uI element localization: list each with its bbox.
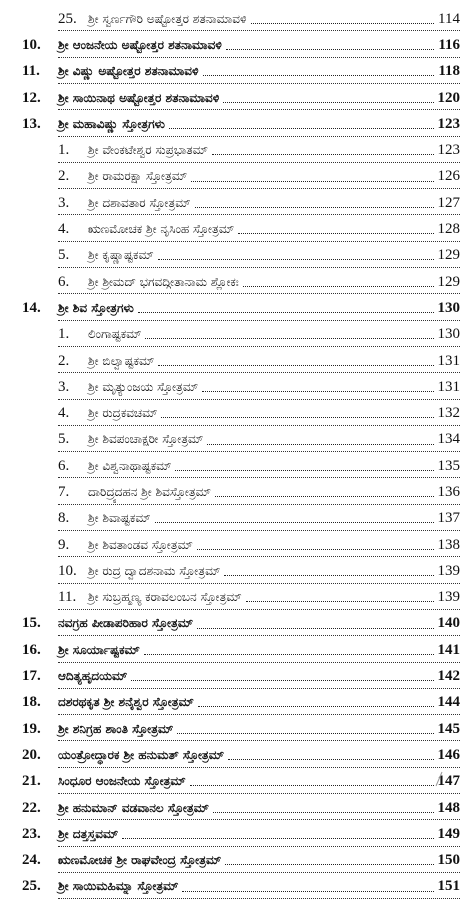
row-separator: [58, 162, 460, 163]
entry-page-number: 148: [437, 799, 460, 816]
entry-number: 1.: [58, 142, 70, 159]
entry-number: 24.: [22, 852, 41, 869]
dot-leader: [202, 390, 433, 392]
entry-title: ಶ್ರೀ ಮೃತ್ಯುಂಜಯ ಸ್ತೋತ್ರಮ್: [88, 379, 199, 394]
entry-title: ಶ್ರೀ ಶಿವತಾಂಡವ ಸ್ತೋತ್ರಮ್: [88, 537, 193, 552]
row-separator: [58, 30, 460, 31]
toc-section-entry: [0, 637, 474, 663]
dot-leader: [223, 101, 433, 103]
dot-leader: [169, 127, 434, 129]
entry-title: ಶ್ರೀ ಶಿವ ಸ್ತೋತ್ರಗಳು: [58, 300, 134, 315]
entry-title: ಶ್ರೀ ಶ್ರೀಮದ್ ಭಗವದ್ಗೀತಾನಾಮ ಶ್ಲೋಕಃ: [88, 274, 239, 289]
entry-page-number: 129: [437, 247, 460, 264]
toc-subentry: [0, 190, 474, 216]
entry-page-number: 123: [437, 115, 460, 132]
dot-leader: [131, 679, 433, 681]
dot-leader: [197, 627, 433, 629]
entry-page-number: 136: [437, 483, 460, 500]
entry-number: 10.: [22, 36, 41, 53]
entry-number: 14.: [22, 299, 41, 316]
entry-page-number: 120: [437, 89, 460, 106]
dot-leader: [212, 153, 434, 155]
toc-section-entry: [0, 769, 474, 795]
entry-page-number: 150: [437, 852, 460, 869]
row-separator: [58, 136, 460, 137]
row-separator: [58, 635, 460, 636]
entry-page-number: 132: [437, 405, 460, 422]
dot-leader: [226, 48, 434, 50]
entry-number: 23.: [22, 825, 41, 842]
toc-subentry: [0, 322, 474, 348]
row-separator: [58, 819, 460, 820]
toc-subentry: [0, 585, 474, 611]
dot-leader: [197, 548, 434, 550]
entry-title: ಶ್ರೀ ರುದ್ರಕವಚಮ್: [88, 406, 158, 421]
dot-leader: [161, 416, 433, 418]
entry-number: 19.: [22, 720, 41, 737]
entry-number: 4.: [58, 405, 70, 422]
entry-page-number: 128: [437, 221, 460, 238]
toc-section-entry: [0, 874, 474, 900]
toc-subentry: [0, 164, 474, 190]
entry-page-number: 139: [437, 589, 460, 606]
dot-leader: [246, 600, 434, 602]
toc-section-entry: [0, 848, 474, 874]
dot-leader: [158, 258, 434, 260]
toc-section-entry: [0, 295, 474, 321]
toc-subentry: [0, 6, 474, 32]
dot-leader: [225, 863, 433, 865]
row-separator: [58, 609, 460, 610]
entry-page-number: 149: [437, 825, 460, 842]
row-separator: [58, 846, 460, 847]
row-separator: [58, 714, 460, 715]
entry-page-number: 137: [437, 510, 460, 527]
entry-page-number: 144: [437, 694, 460, 711]
dot-leader: [145, 337, 433, 339]
dot-leader: [144, 653, 434, 655]
dot-leader: [198, 705, 434, 707]
toc-subentry: [0, 427, 474, 453]
entry-title: ಆದಿತ್ಯಹೃದಯಮ್: [58, 669, 128, 684]
entry-number: 11.: [22, 63, 40, 80]
row-separator: [58, 872, 460, 873]
entry-title: ಋಣಮೋಚಕ ಶ್ರೀ ರಾಘವೇಂದ್ರ ಸ್ತೋತ್ರಮ್: [58, 853, 222, 868]
row-separator: [58, 83, 460, 84]
entry-title: ಶ್ರೀ ಆಂಜನೇಯ ಅಷ್ಟೋತ್ತರ ಶತನಾಮಾವಳಿ: [58, 37, 222, 52]
entry-number: 10.: [58, 562, 77, 579]
entry-page-number: 131: [437, 352, 460, 369]
entry-title: ಶ್ರೀ ಮಹಾವಿಷ್ಣು ಸ್ತೋತ್ರಗಳು: [58, 116, 165, 131]
toc-subentry: [0, 506, 474, 532]
entry-page-number: 118: [438, 63, 460, 80]
entry-title: ಶ್ರೀ ಸುಬ್ರಹ್ಮಣ್ಯ ಕರಾವಲಂಬನ ಸ್ತೋತ್ರಮ್: [88, 590, 242, 605]
dot-leader: [207, 443, 433, 445]
entry-title: ಶ್ರೀ ಹನುಮಾನ್ ವಡವಾನಲ ಸ್ತೋತ್ರಮ್: [58, 800, 209, 815]
row-separator: [58, 767, 460, 768]
row-separator: [58, 530, 460, 531]
dot-leader: [195, 206, 434, 208]
entry-number: 3.: [58, 378, 70, 395]
entry-number: 2.: [58, 352, 70, 369]
table-of-contents: [0, 6, 474, 900]
row-separator: [58, 793, 460, 794]
dot-leader: [155, 521, 434, 523]
entry-number: 7.: [58, 483, 70, 500]
entry-page-number: 131: [437, 378, 460, 395]
entry-title: ಯಂತ್ರೋದ್ಧಾರಕ ಶ್ರೀ ಹನುಮತ್ ಸ್ತೋತ್ರಮ್: [58, 747, 225, 762]
entry-title: ಶ್ರೀ ವಿಷ್ಣು ಅಷ್ಟೋತ್ತರ ಶತನಾಮಾವಳಿ: [58, 64, 199, 79]
row-separator: [58, 688, 460, 689]
row-separator: [58, 477, 460, 478]
row-separator: [58, 556, 460, 557]
toc-subentry: [0, 453, 474, 479]
toc-section-entry: [0, 59, 474, 85]
entry-page-number: 146: [437, 746, 460, 763]
dot-leader: [177, 732, 433, 734]
toc-section-entry: [0, 611, 474, 637]
row-separator: [58, 425, 460, 426]
entry-page-number: 129: [437, 273, 460, 290]
entry-title: ಶ್ರೀ ಸಾಯಿನಾಥ ಅಷ್ಟೋತ್ತರ ಶತನಾಮಾವಳಿ: [58, 90, 220, 105]
entry-number: 6.: [58, 273, 70, 290]
entry-page-number: 135: [437, 457, 460, 474]
entry-page-number: 141: [437, 641, 460, 658]
entry-number: 6.: [58, 457, 70, 474]
dot-leader: [203, 74, 435, 76]
entry-number: 16.: [22, 641, 41, 658]
entry-number: 12.: [22, 89, 41, 106]
dot-leader: [213, 811, 434, 813]
toc-section-entry: [0, 716, 474, 742]
entry-title: ಶ್ರೀ ಸ್ವರ್ಣಗೌರಿ ಅಷ್ಟೋತ್ತರ ಶತನಾಮಾವಳಿ: [88, 11, 247, 26]
entry-number: 13.: [22, 115, 41, 132]
entry-title: ಲಿಂಗಾಷ್ಟಕಮ್: [88, 327, 142, 342]
entry-title: ಶ್ರೀ ಸೂರ್ಯಾಷ್ಟಕಮ್: [58, 642, 140, 657]
row-separator: [58, 320, 460, 321]
entry-title: ನವಗ್ರಹ ಪೀಡಾಪರಿಹಾರ ಸ್ತೋತ್ರಮ್: [58, 616, 194, 631]
entry-title: ಋಣಮೋಚಕ ಶ್ರೀ ನೃಸಿಂಹ ಸ್ತೋತ್ರಮ್: [88, 222, 235, 237]
entry-title: ಶ್ರೀ ದಶಾವತಾರ ಸ್ತೋತ್ರಮ್: [88, 195, 191, 210]
toc-subentry: [0, 137, 474, 163]
toc-subentry: [0, 374, 474, 400]
row-separator: [58, 346, 460, 347]
toc-section-entry: [0, 663, 474, 689]
entry-number: 18.: [22, 694, 41, 711]
toc-section-entry: [0, 111, 474, 137]
entry-title: ಶ್ರೀ ವಿಶ್ವನಾಥಾಷ್ಟಕಮ್: [88, 458, 172, 473]
entry-number: 3.: [58, 194, 70, 211]
entry-number: 1.: [58, 326, 70, 343]
dot-leader: [191, 180, 433, 182]
toc-section-entry: [0, 821, 474, 847]
entry-number: 25.: [22, 878, 41, 895]
entry-page-number: 145: [437, 720, 460, 737]
row-separator: [58, 188, 460, 189]
toc-section-entry: [0, 85, 474, 111]
row-separator: [58, 57, 460, 58]
entry-title: ಶ್ರೀ ಶಿವಾಷ್ಟಕಮ್: [88, 511, 151, 526]
entry-page-number: 116: [438, 36, 460, 53]
entry-page-number: 138: [437, 536, 460, 553]
entry-page-number: 127: [437, 194, 460, 211]
toc-subentry: [0, 269, 474, 295]
entry-number: 5.: [58, 247, 70, 264]
toc-section-entry: [0, 742, 474, 768]
entry-title: ಶ್ರೀ ರಾಮರಕ್ಷಾ ಸ್ತೋತ್ರಮ್: [88, 169, 188, 184]
entry-page-number: 130: [437, 299, 460, 316]
toc-subentry: [0, 558, 474, 584]
entry-title: ಶ್ರೀ ಬಿಲ್ವಾಷ್ಟಕಮ್: [88, 353, 155, 368]
dot-leader: [182, 890, 433, 892]
entry-title: ದಶರಥಕೃತ ಶ್ರೀ ಶನೈಶ್ವರ ಸ್ತೋತ್ರಮ್: [58, 695, 194, 710]
entry-number: 15.: [22, 615, 41, 632]
entry-title: ಸಿಂಧೂರ ಆಂಜನೇಯ ಸ್ತೋತ್ರಮ್: [58, 774, 186, 789]
entry-number: 8.: [58, 510, 70, 527]
dot-leader: [228, 758, 433, 760]
entry-title: ಶ್ರೀ ವೇಂಕಟೇಶ್ವರ ಸುಪ್ರಭಾತಮ್: [88, 143, 208, 158]
toc-subentry: [0, 243, 474, 269]
entry-title: ಶ್ರೀ ಶನಿಗ್ರಹ ಶಾಂತಿ ಸ್ತೋತ್ರಮ್: [58, 721, 174, 736]
row-separator: [58, 372, 460, 373]
toc-subentry: [0, 479, 474, 505]
dot-leader: [224, 574, 433, 576]
toc-section-entry: [0, 32, 474, 58]
entry-number: 20.: [22, 746, 41, 763]
entry-page-number: 140: [437, 615, 460, 632]
entry-number: 25.: [58, 10, 77, 27]
entry-number: 4.: [58, 221, 70, 238]
row-separator: [58, 898, 460, 899]
toc-subentry: [0, 216, 474, 242]
toc-section-entry: [0, 795, 474, 821]
entry-number: 5.: [58, 431, 70, 448]
dot-leader: [138, 311, 434, 313]
entry-title: ಶ್ರೀ ದತ್ತಸ್ತವಮ್: [58, 826, 119, 841]
row-separator: [58, 504, 460, 505]
entry-number: 17.: [22, 668, 41, 685]
dot-leader: [158, 364, 433, 366]
dot-leader: [190, 784, 434, 786]
dot-leader: [243, 285, 434, 287]
entry-page-number: 114: [438, 10, 460, 27]
entry-number: 22.: [22, 799, 41, 816]
dot-leader: [175, 469, 433, 471]
entry-number: 21.: [22, 773, 41, 790]
row-separator: [58, 241, 460, 242]
dot-leader: [122, 837, 433, 839]
entry-number: 9.: [58, 536, 70, 553]
row-separator: [58, 267, 460, 268]
toc-subentry: [0, 400, 474, 426]
entry-title: ಶ್ರೀ ರುದ್ರ ದ್ವಾದಶನಾಮ ಸ್ತೋತ್ರಮ್: [88, 563, 221, 578]
pen-mark: [434, 771, 444, 787]
entry-number: 11.: [58, 589, 77, 606]
toc-section-entry: [0, 690, 474, 716]
row-separator: [58, 740, 460, 741]
entry-title: ಶ್ರೀ ಶಿವಪಂಚಾಕ್ಷರೀ ಸ್ತೋತ್ರಮ್: [88, 432, 204, 447]
entry-page-number: 142: [437, 668, 460, 685]
entry-page-number: 139: [437, 562, 460, 579]
dot-leader: [238, 232, 433, 234]
entry-page-number: 151: [437, 878, 460, 895]
toc-subentry: [0, 348, 474, 374]
row-separator: [58, 109, 460, 110]
row-separator: [58, 293, 460, 294]
dot-leader: [215, 495, 434, 497]
row-separator: [58, 662, 460, 663]
entry-page-number: 123: [437, 142, 460, 159]
row-separator: [58, 451, 460, 452]
entry-number: 2.: [58, 168, 70, 185]
entry-page-number: 130: [437, 326, 460, 343]
entry-page-number: 134: [437, 431, 460, 448]
toc-subentry: [0, 532, 474, 558]
row-separator: [58, 583, 460, 584]
entry-title: ಶ್ರೀ ಸಾಯಿಮಹಿಮ್ನಾ ಸ್ತೋತ್ರಮ್: [58, 879, 179, 894]
entry-title: ದಾರಿದ್ರ್ಯದಹನ ಶ್ರೀ ಶಿವಸ್ತೋತ್ರಮ್: [88, 484, 211, 499]
dot-leader: [251, 22, 435, 24]
row-separator: [58, 214, 460, 215]
row-separator: [58, 399, 460, 400]
entry-page-number: 126: [437, 168, 460, 185]
entry-page-number: 147: [437, 773, 460, 790]
entry-title: ಶ್ರೀ ಕೃಷ್ಣಾಷ್ಟಕಮ್: [88, 248, 154, 263]
